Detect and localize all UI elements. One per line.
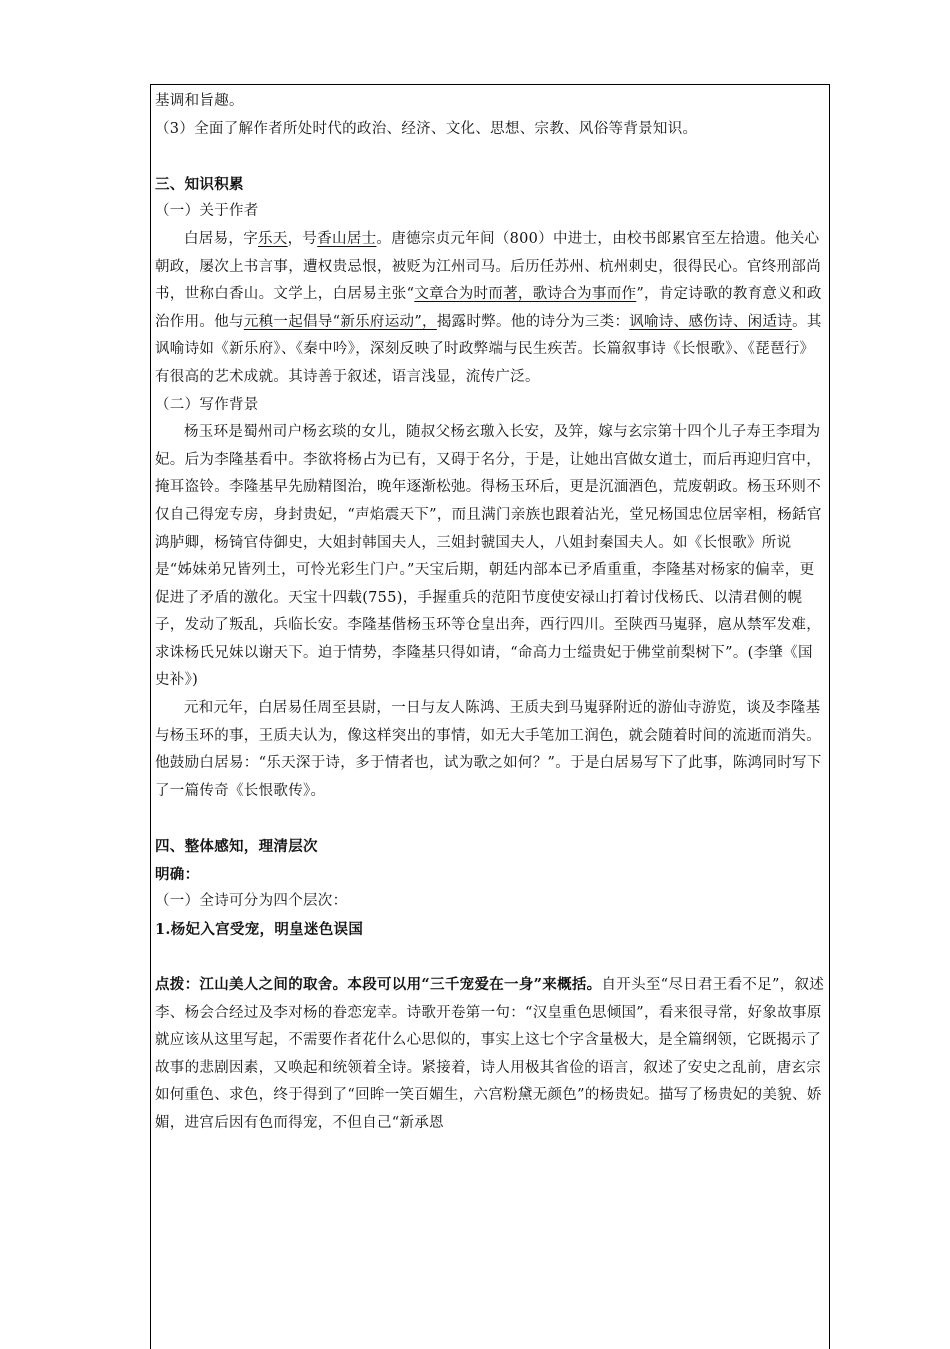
- subsection-background: （二）写作背景: [155, 396, 259, 413]
- pointer-paragraph: 点拨：江山美人之间的取舍。本段可以用“三千宠爱在一身”来概括。自开头至“尽日君王看不足”，叙述李、杨会合经过及李对杨的眷恋宠幸。诗歌开卷第一句：“汉皇重色思倾国”，看来很寻常，好象故事原就应该从这里写起，不需要作者花什么心思似的，事实上这七个字含量极大，是全篇纲领，它既揭示了故事的悲剧因素，又唤起和统领着全诗。紧接着，诗人用极其省俭的语言，叙述了安史之乱前，唐玄宗如何重色、求色，终于得到了“回眸一笑百媚生，六宫粉黛无颜色”的杨贵妃。描写了杨贵妃的美貌、娇媚，进宫后因有色而得宠，不但自己“新承恩: [155, 976, 825, 1131]
- background-paragraph-2: 元和元年，白居易任周至县尉，一日与友人陈鸿、王质夫到马嵬驿附近的游仙寺游览，谈及李隆基与杨玉环的事，王质夫认为，像这样突出的事情，如无大手笔加工润色，就会随着时间的流逝而消失。他鼓励白居易：“乐天深于诗，多于情者也，试为歌之如何？”。于是白居易写下了此事，陈鸿同时写下了一篇传奇《长恨歌传》。: [155, 700, 822, 799]
- background-paragraph-1: 杨玉环是蜀州司户杨玄琰的女儿，随叔父杨玄璬入长安，及笄，嫁与玄宗第十四个儿子寿王李瑁为妃。后为李隆基看中。李欲将杨占为已有，又碍于名分，于是，让她出宫做女道士，而后再迎归宫中，掩耳盗铃。李隆基早先励精图治，晚年逐渐松弛。得杨玉环后，更是沉湎酒色，荒废朝政。杨玉环则不仅自己得宠专房，身封贵妃，“声焰震天下”，而且满门亲族也跟着沾光，堂兄杨国忠位居宰相，杨銛官鸿胪卿，杨锜官侍御史，大姐封韩国夫人，三姐封虢国夫人，八姐封秦国夫人。如《长恨歌》所说是“姊妹弟兄皆列土，可怜光彩生门户。”天宝后期，朝廷内部本已矛盾重重，李隆基对杨家的偏幸，更促进了矛盾的激化。天宝十四载(755)，手握重兵的范阳节度使安禄山打着讨伐杨氏、以清君侧的幌子，发动了叛乱，兵临长安。李隆基偕杨玉环等仓皇出奔，西行四川。至陕西马嵬驿，扈从禁军发难，求诛杨氏兄妹以谢天下。迫于情势，李隆基只得如请，“命高力士缢贵妃于佛堂前梨树下”。(李肇《国史补》): [155, 424, 822, 689]
- author-paragraph: 白居易，字乐天，号香山居士。唐德宗贞元年间（800）中进士，由校书郎累官至左拾遗。他关心朝政，屡次上书言事，遭权贵忌恨，被贬为江州司马。后历任苏州、杭州刺史，很得民心。官终刑部尚书，世称白香山。文学上，白居易主张“文章合为时而著，歌诗合为事而作”，肯定诗歌的教育意义和政治作用。他与元稹一起倡导“新乐府运动”，揭露时弊。他的诗分为三类：讽喻诗、感伤诗、闲适诗。其讽喻诗如《新乐府》、《秦中吟》，深刻反映了时政弊端与民生疾苦。长篇叙事诗《长恨歌》、《琵琶行》有很高的艺术成就。其诗善于叙述，语言浅显，流传广泛。: [155, 230, 822, 385]
- section-3-heading: 三、知识积累: [155, 175, 244, 193]
- document-body: [155, 88, 827, 1138]
- objective-3: （3）全面了解作者所处时代的政治、经济、文化、思想、宗教、风俗等背景知识。: [155, 120, 698, 137]
- subsection-author: （一）关于作者: [155, 203, 259, 220]
- layer-1-title: 1.杨妃入宫受宠，明皇迷色误国: [155, 920, 364, 938]
- structure-intro: （一）全诗可分为四个层次：: [155, 893, 348, 910]
- clarify-label: 明确：: [155, 865, 200, 883]
- paragraph-tail: 基调和旨趣。: [155, 93, 244, 109]
- section-4-heading: 四、整体感知，理清层次: [155, 838, 318, 856]
